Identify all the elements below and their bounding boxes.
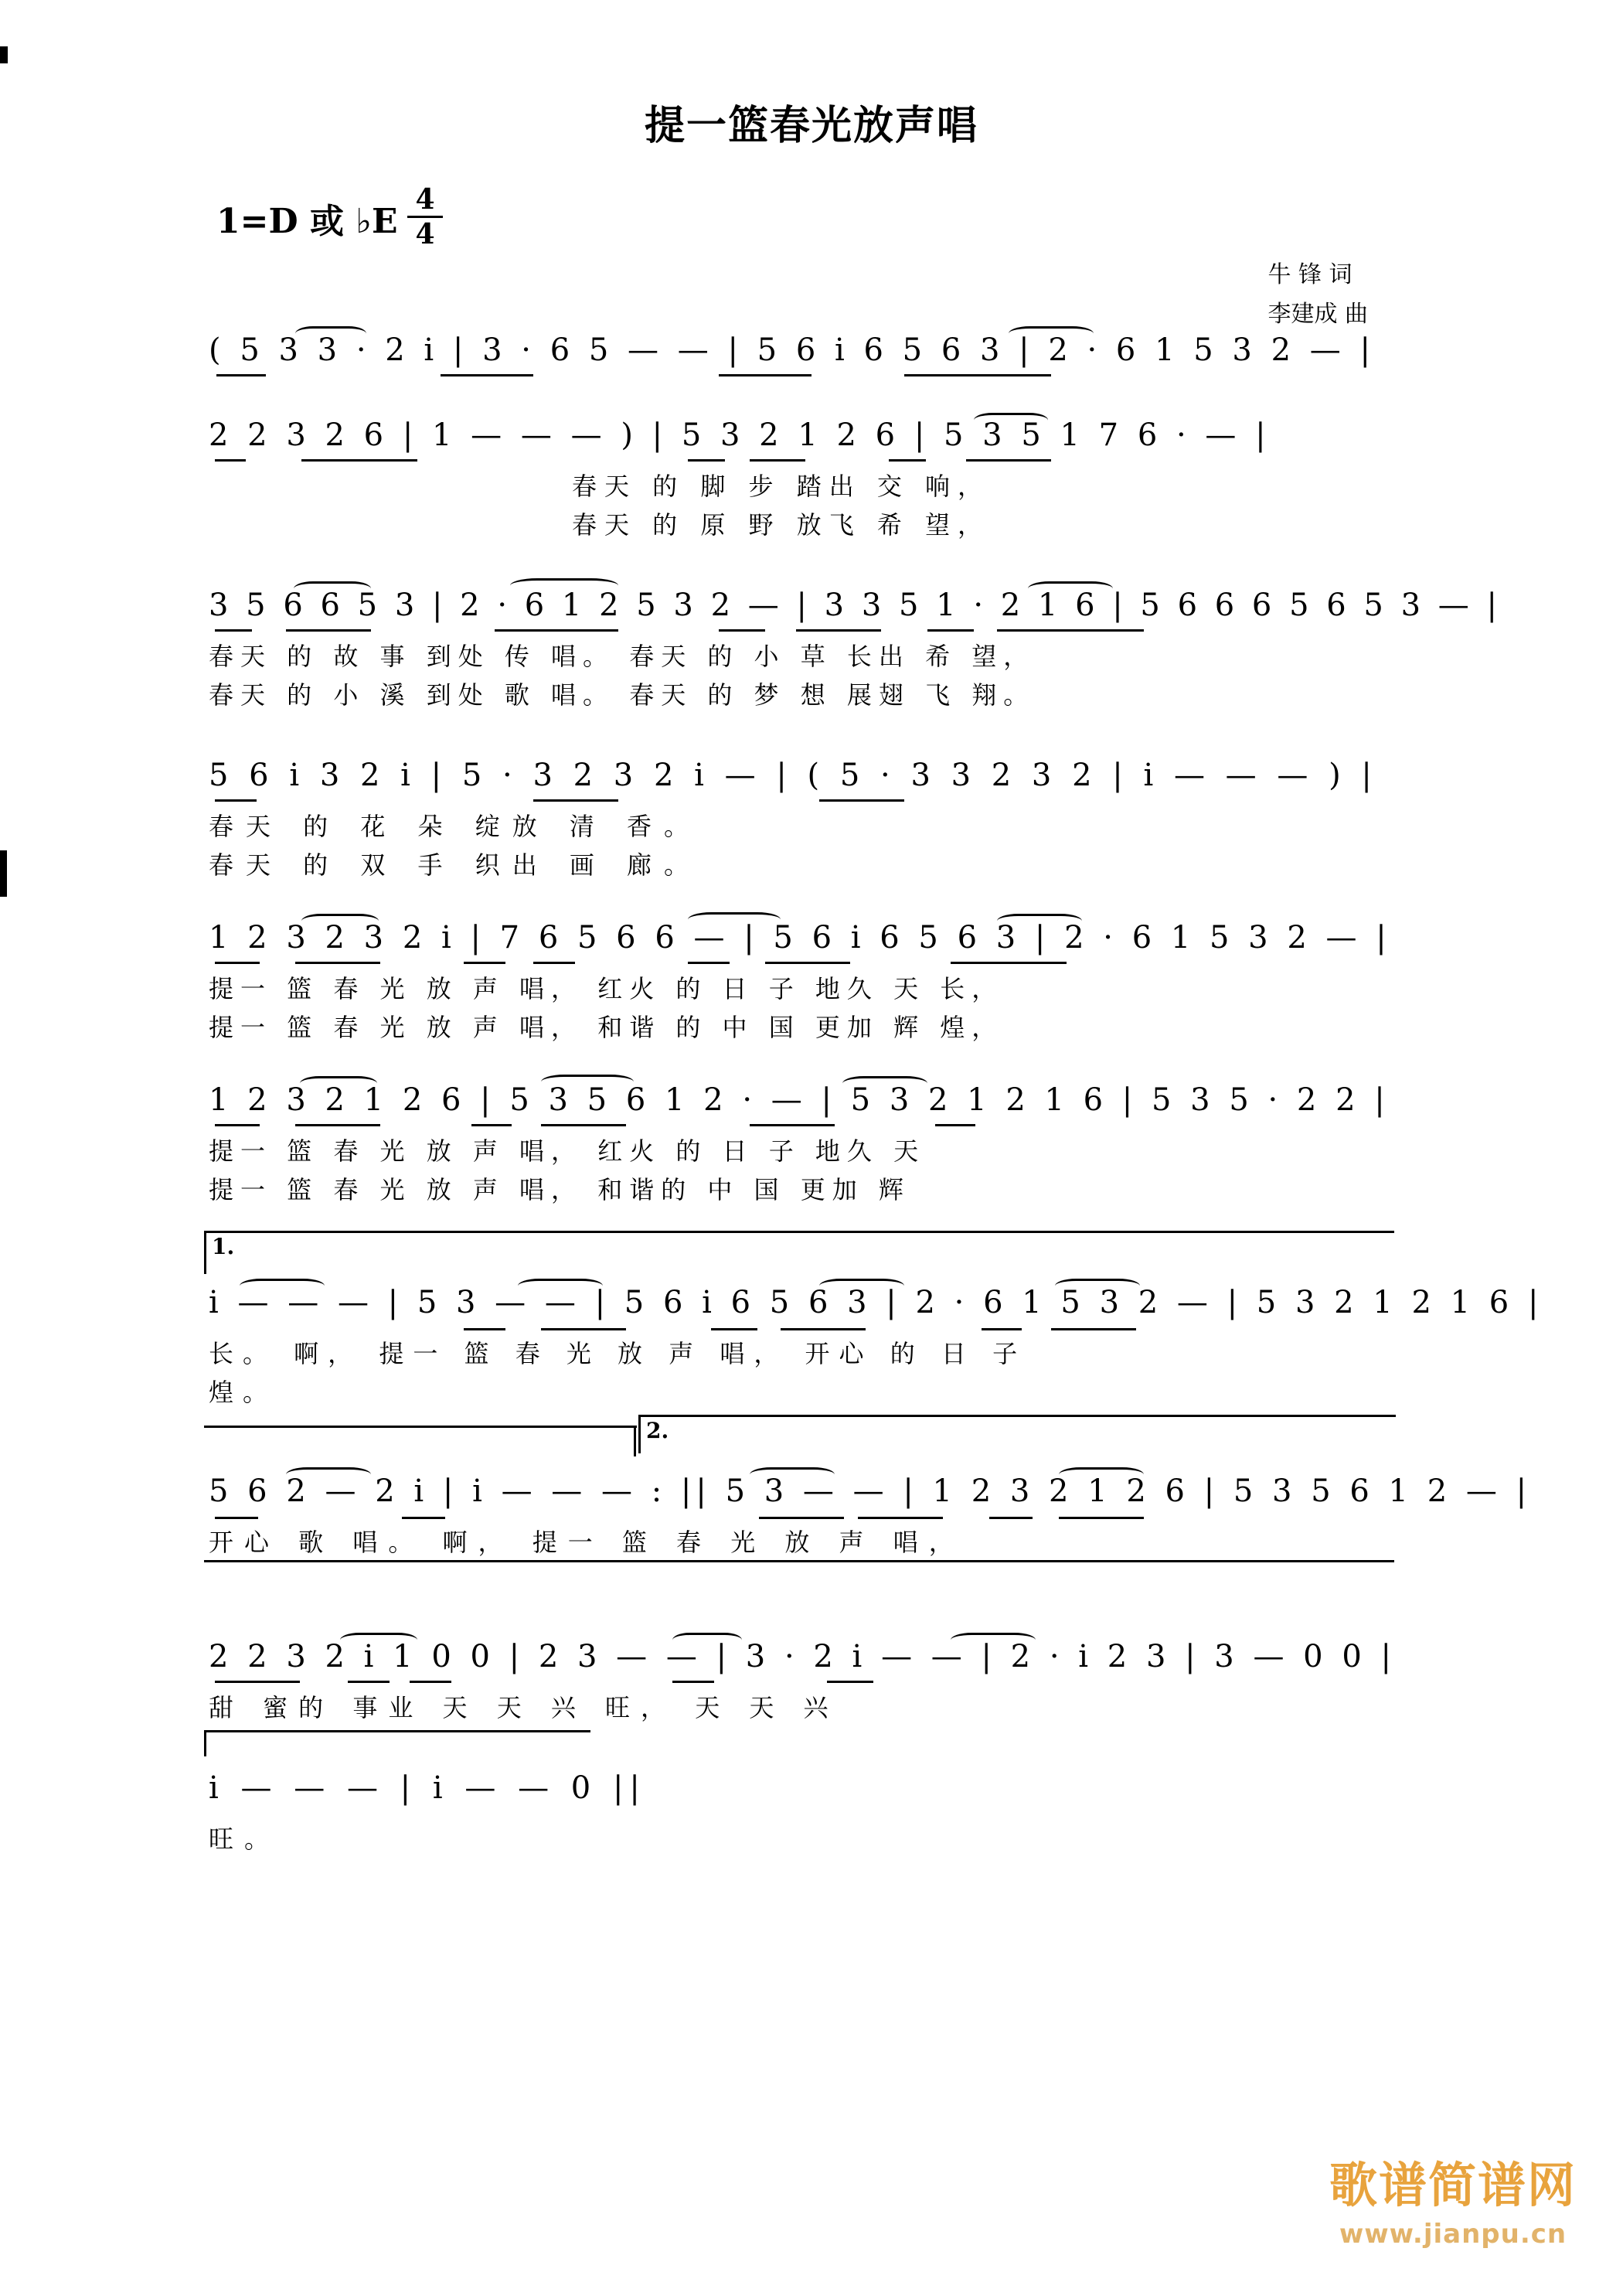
tie-extension-tick [204,1730,206,1756]
beam-line [471,1124,512,1126]
beam-line [889,459,926,462]
beam-line [295,962,380,964]
beam-line [286,629,371,632]
beam-line [1059,1517,1144,1519]
beam-line [441,374,533,376]
watermark-site-name: 歌谱简谱网 [1329,2157,1577,2213]
notation-line: ( 5 3 3 · 2 i | 3 · 6 5 — — | 5 6 i 6 5 6 3 | 2 · 6 1 5 3 2 — | [209,332,1375,368]
volta-label-2: 2. [646,1418,669,1443]
beam-line [827,1681,873,1683]
beam-line [215,799,257,802]
beam-line [711,1328,757,1330]
lyric-line-1: 开心 歌 唱。 啊， 提一 篮 春 光 放 声 唱， [209,1528,965,1557]
beam-line [215,459,246,462]
volta-bracket-2-vertical [638,1415,641,1453]
lyric-line-2: 春天 的 小 溪 到处 歌 唱。 春天 的 梦 想 展翅 飞 翔。 [209,680,1036,710]
notation-line: i — — — | i — — 0 || [209,1770,646,1806]
lyric-line-1: 长。 啊， 提一 篮 春 光 放 声 唱， 开心 的 日 子 [209,1339,1027,1368]
beam-line [533,962,575,964]
key-signature [216,193,398,243]
beam-line [215,1124,260,1126]
slur-mark [541,1075,634,1089]
slur-mark [1055,1279,1140,1293]
slur-mark [842,1076,927,1091]
lyric-line-1: 春天 的 脚 步 踏出 交 响， [572,472,991,501]
beam-line [464,962,505,964]
beam-line [719,374,812,376]
beam-line [997,629,1144,632]
beam-line [410,1681,451,1683]
credit-lyricist: 牛 锋 词 [1267,261,1352,288]
slur-mark [300,1076,377,1091]
beam-line [951,962,1067,964]
beam-line [966,459,1051,462]
beam-line [759,1517,844,1519]
notation-line: 1 2 3 2 3 2 i | 7 6 5 6 6 — | 5 6 i 6 5 6 3 | 2 · 6 1 5 3 2 — | [209,920,1391,956]
beam-line [750,1124,835,1126]
lyric-line-1: 春天 的 花 朵 绽放 清 香。 [209,812,702,841]
volta-label-1: 1. [212,1234,235,1259]
volta-bracket-1-vertical [204,1231,206,1274]
notation-line: 2 2 3 2 6 | 1 — — — ) | 5 3 2 1 2 6 | 5 3 5 1 7 6 · — | [209,417,1271,453]
beam-line [215,1517,258,1519]
music-system-7 [209,1234,1543,1412]
beam-line [765,962,850,964]
slur-mark [750,1467,835,1482]
watermark [1329,2147,1577,2250]
music-system-5 [209,920,1391,1047]
notation-line: 5 6 i 3 2 i | 5 · 3 2 3 2 i — | ( 5 · 3 3 2 3 2 | i — — — ) | [209,758,1377,793]
music-system-4 [209,758,1383,884]
slur-mark [1009,326,1094,341]
slur-mark [518,1279,603,1293]
tie-extension [204,1730,590,1732]
lyric-line-1: 提一 篮 春 光 放 声 唱， 红火 的 日 子 地久 天 长， [209,974,1004,1003]
beam-line [348,1681,390,1683]
scan-edge-mark-top [0,46,8,63]
volta-bracket-1-end-tick [634,1426,636,1456]
beam-line [215,1681,300,1683]
system-end-rule [204,1560,1394,1562]
beam-line [688,459,725,462]
beam-line [495,629,618,632]
lyric-line-1: 甜 蜜的 事业 天 天 兴 旺， 天 天 兴 [209,1693,839,1722]
beam-line [295,1124,380,1126]
slur-mark [1059,1467,1144,1482]
key-signature-text: 1=D 或 ♭E [216,202,398,241]
beam-line [541,1328,626,1330]
slur-mark [340,1633,417,1647]
beam-line [719,629,765,632]
time-signature [402,183,448,250]
lyric-line-2: 春天 的 双 手 织出 画 廊。 [209,850,702,880]
lyric-line-1: 春天 的 故 事 到处 传 唱。 春天 的 小 草 长出 希 望， [209,642,1036,671]
beam-line [215,962,260,964]
lyric-line-1: 提一 篮 春 光 放 声 唱， 红火 的 日 子 地久 天 [209,1136,926,1166]
music-system-3 [209,588,1501,714]
notation-line: i — — — | 5 3 — — | 5 6 i 6 5 6 3 | 2 · 6 1 5 3 2 — | 5 3 2 1 2 1 6 | [209,1285,1543,1320]
notation-line: 2 2 3 2 i 1 0 0 | 2 3 — — | 3 · 2 i — — | 2 · i 2 3 | 3 — 0 0 | [209,1639,1396,1674]
lyric-line-2: 春天 的 原 野 放飞 希 望， [572,510,991,540]
lyric-line-2: 煌。 [209,1378,277,1407]
slur-mark [974,413,1048,428]
notation-line: 1 2 3 2 1 2 6 | 5 3 5 6 1 2 · — | 5 3 2 1 2 1 6 | 5 3 5 · 2 2 | [209,1082,1390,1118]
slur-mark [997,914,1082,928]
slur-mark [819,1279,904,1293]
beam-line [796,629,881,632]
music-system-8 [209,1418,1532,1562]
credits [1267,255,1368,334]
music-system-9 [209,1639,1396,1727]
slur-mark [951,1633,1036,1647]
time-signature-numerator: 4 [415,183,435,216]
music-system-2 [209,417,1383,544]
beam-line [216,374,266,376]
slur-mark [510,578,618,593]
beam-line [935,1124,975,1126]
lyric-line-2: 提一 篮 春 光 放 声 唱， 和谐 的 中 国 更加 辉 煌， [209,1013,1004,1042]
lyric-line-2: 提一 篮 春 光 放 声 唱， 和谐的 中 国 更加 辉 [209,1175,910,1204]
beam-line [750,459,805,462]
beam-line [541,1124,626,1126]
beam-line [989,1517,1033,1519]
music-system-6 [209,1082,1390,1209]
page-title: 提一篮春光放声唱 [644,102,978,149]
credit-composer: 李建成 曲 [1267,301,1368,328]
lyric-line-1: 旺。 [209,1824,281,1854]
beam-line [982,1328,1022,1330]
time-signature-denominator: 4 [415,218,435,250]
slur-mark [1028,581,1113,596]
beam-line [533,799,618,802]
beam-line [927,629,974,632]
beam-line [402,1517,445,1519]
slur-mark [240,1279,325,1293]
slur-mark [688,912,781,927]
beam-line [1051,1328,1136,1330]
beam-line [215,629,252,632]
notation-line: 3 5 6 6 5 3 | 2 · 6 1 2 5 3 2 — | 3 3 5 1 · 2 1 6 | 5 6 6 6 5 6 5 3 — | [209,588,1501,623]
beam-line [672,1681,714,1683]
notation-line: 5 6 2 — 2 i | i — — — : || 5 3 — — | 1 2 3 2 1 2 6 | 5 3 5 6 1 2 — | [209,1473,1532,1509]
beam-line [301,459,417,462]
volta-bracket-2-horizontal [638,1415,1396,1417]
slur-mark [294,581,371,596]
beam-line [781,1328,866,1330]
volta-bracket-1-end [204,1426,637,1428]
volta-bracket-1-horizontal [204,1231,1394,1233]
slur-mark [301,914,379,928]
beam-line [858,1517,943,1519]
beam-line [819,799,904,802]
scan-edge-mark-mid [0,850,7,897]
slur-mark [672,1633,742,1647]
beam-line [464,1328,505,1330]
watermark-url: www.jianpu.cn [1339,2219,1567,2250]
music-system-10 [209,1770,1383,1858]
slur-mark [295,326,366,341]
beam-line [688,962,730,964]
slur-mark [286,1467,371,1482]
music-system-1 [209,332,1383,382]
beam-line [904,374,1051,376]
